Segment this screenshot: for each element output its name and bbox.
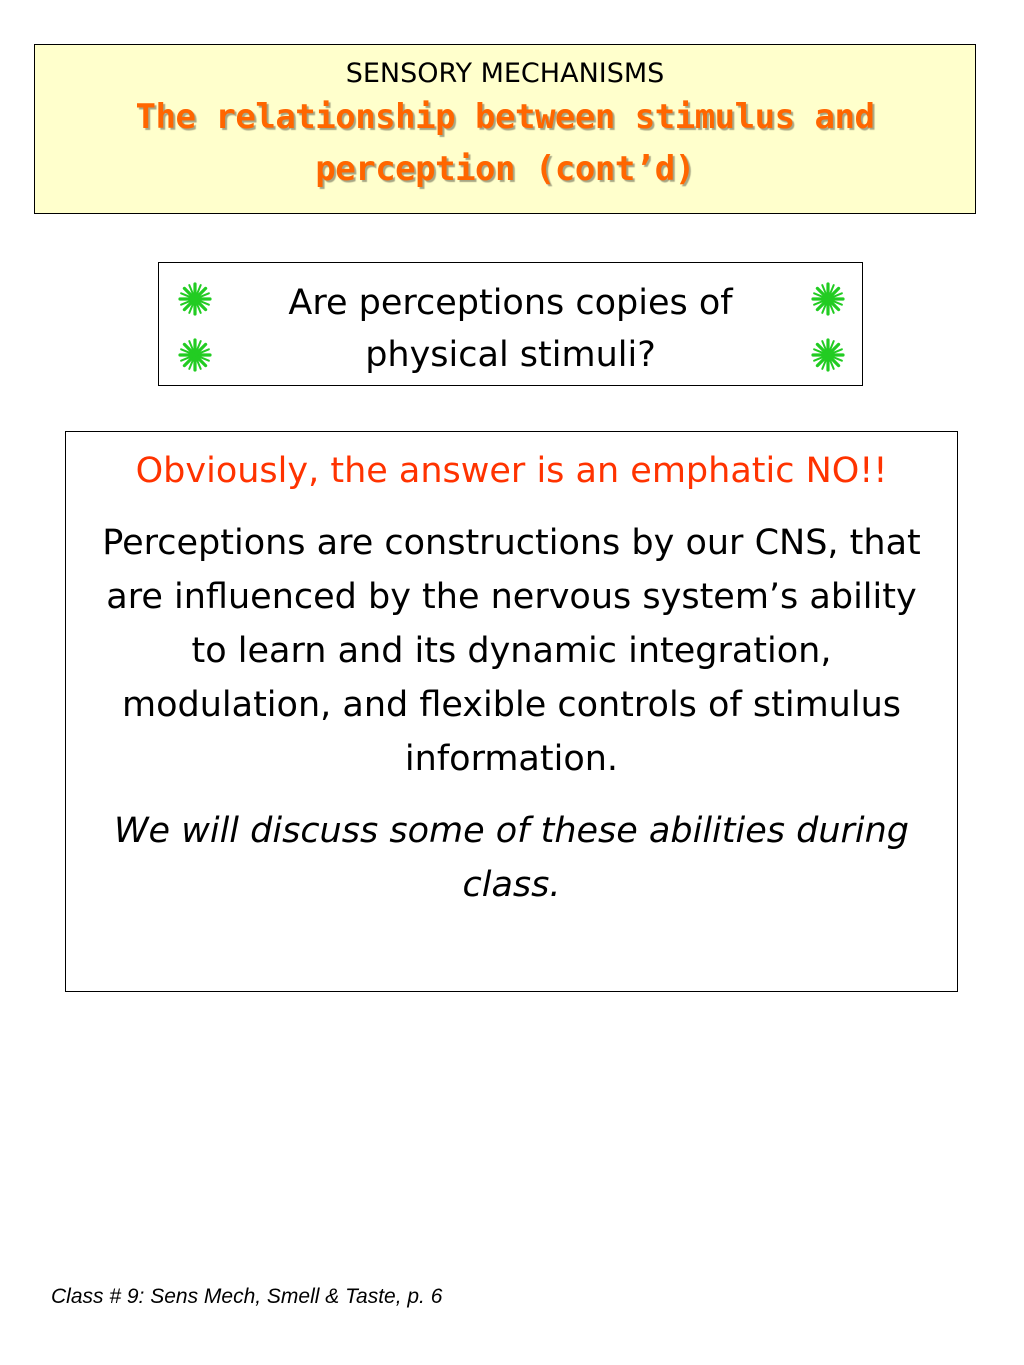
- answer-emphasis: Obviously, the answer is an emphatic NO!!: [135, 451, 888, 491]
- answer-closing: We will discuss some of these abilities during class.: [113, 811, 910, 905]
- green-star-icon: [810, 337, 846, 373]
- green-star-icon: [177, 337, 213, 373]
- green-star-icon: [177, 281, 213, 317]
- title-box: [34, 44, 976, 214]
- slide-subtitle: SENSORY MECHANISMS: [345, 58, 665, 89]
- answer-box: [65, 431, 958, 992]
- green-star-icon: [810, 281, 846, 317]
- slide-title: The relationship between stimulus and perception (cont’d): [135, 97, 875, 189]
- slide-footer: Class # 9: Sens Mech, Smell & Taste, p. 6: [51, 1285, 443, 1308]
- question-box: [158, 262, 863, 386]
- answer-body: Perceptions are constructions by our CNS, that are influenced by the nervous system’s ability to learn and its dynamic integration, modulation, and flexible controls of stimulus information.: [102, 523, 921, 779]
- question-text: Are perceptions copies of physical stimuli?: [288, 283, 733, 375]
